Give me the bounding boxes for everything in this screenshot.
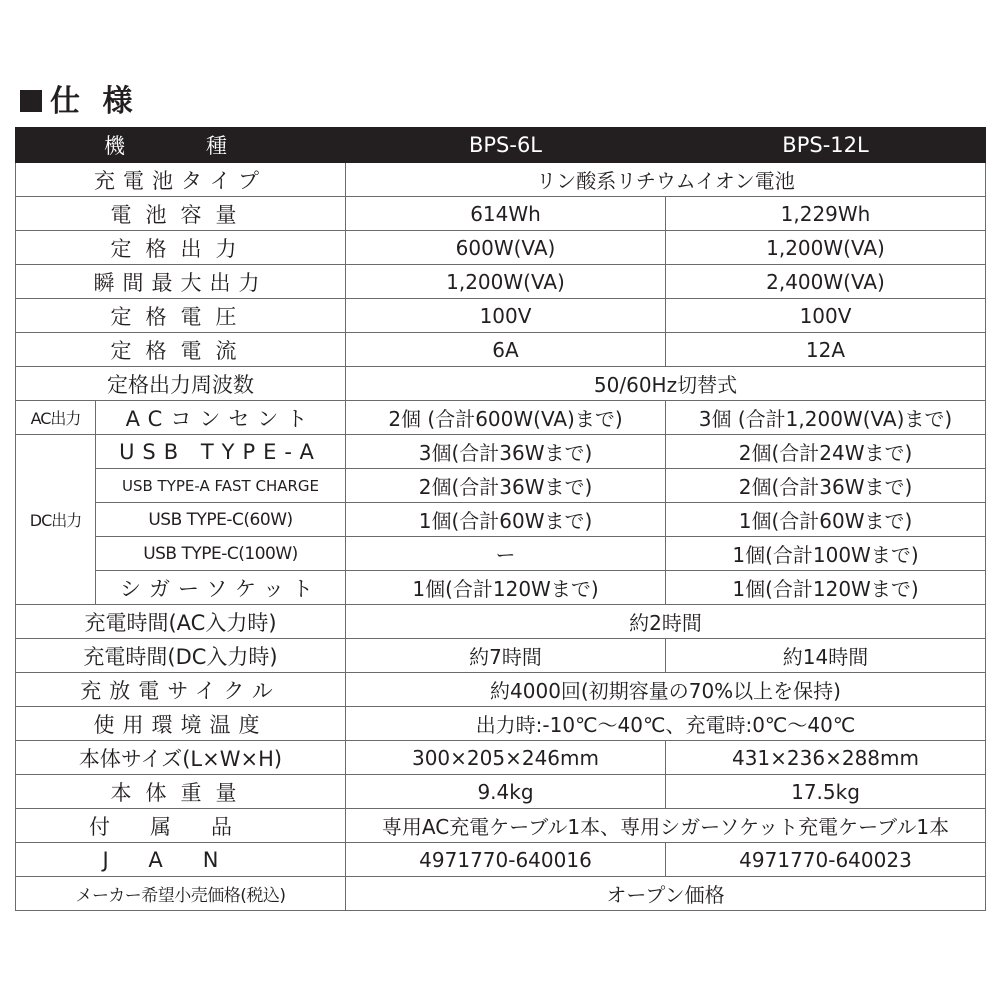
row-label: 本体重量 (16, 775, 346, 809)
header-model: 機 種 (16, 128, 346, 163)
row-label: 付属品 (16, 809, 346, 843)
row-value-bps-12l: 1,200W(VA) (666, 231, 986, 265)
table-row (16, 333, 986, 367)
spec-table (15, 127, 986, 911)
row-value-bps-6l: 600W(VA) (346, 231, 666, 265)
group-label: DC出力 (16, 435, 96, 605)
row-value-bps-12l: 3個 (合計1,200W(VA)まで) (666, 401, 986, 435)
row-label: 充電時間(DC入力時) (16, 639, 346, 673)
row-value-bps-12l: 100V (666, 299, 986, 333)
row-value-shared: 出力時:-10℃～40℃、充電時:0℃～40℃ (346, 707, 986, 741)
row-label: 定格電流 (16, 333, 346, 367)
table-row (16, 435, 986, 469)
table-row (16, 605, 986, 639)
row-value-bps-6l: ー (346, 537, 666, 571)
row-label: 電池容量 (16, 197, 346, 231)
row-value-bps-6l: 2個(合計36Wまで) (346, 469, 666, 503)
row-label: USB TYPE-A FAST CHARGE (96, 469, 346, 503)
row-value-bps-6l: 4971770-640016 (346, 843, 666, 877)
row-value-shared: 約4000回(初期容量の70%以上を保持) (346, 673, 986, 707)
row-value-bps-12l: 1個(合計120Wまで) (666, 571, 986, 605)
row-value-shared: 専用AC充電ケーブル1本、専用シガーソケット充電ケーブル1本 (346, 809, 986, 843)
table-row (16, 503, 986, 537)
row-value-bps-12l: 1,229Wh (666, 197, 986, 231)
row-label: USB TYPE-C(60W) (96, 503, 346, 537)
table-header-row (16, 128, 986, 163)
table-row (16, 299, 986, 333)
row-value-bps-12l: 2個(合計36Wまで) (666, 469, 986, 503)
table-row (16, 197, 986, 231)
table-row (16, 265, 986, 299)
table-row (16, 707, 986, 741)
table-row (16, 571, 986, 605)
row-value-bps-12l: 2個(合計24Wまで) (666, 435, 986, 469)
row-value-bps-6l: 614Wh (346, 197, 666, 231)
row-value-bps-12l: 431×236×288mm (666, 741, 986, 775)
table-row (16, 401, 986, 435)
header-bps-12l: BPS-12L (666, 128, 986, 163)
table-row (16, 877, 986, 911)
table-row (16, 367, 986, 401)
row-label: JAN (16, 843, 346, 877)
row-value-shared: 約2時間 (346, 605, 986, 639)
row-value-bps-12l: 約14時間 (666, 639, 986, 673)
table-row (16, 809, 986, 843)
row-label: 定格出力周波数 (16, 367, 346, 401)
row-value-shared: オープン価格 (346, 877, 986, 911)
header-bps-6l: BPS-6L (346, 128, 666, 163)
table-row (16, 163, 986, 197)
row-value-bps-6l: 約7時間 (346, 639, 666, 673)
table-row (16, 537, 986, 571)
row-value-bps-12l: 1個(合計100Wまで) (666, 537, 986, 571)
row-value-bps-6l: 1,200W(VA) (346, 265, 666, 299)
row-value-bps-6l: 3個(合計36Wまで) (346, 435, 666, 469)
row-value-bps-6l: 1個(合計60Wまで) (346, 503, 666, 537)
row-value-bps-12l: 12A (666, 333, 986, 367)
page-title (20, 76, 138, 120)
table-row (16, 741, 986, 775)
row-value-bps-12l: 2,400W(VA) (666, 265, 986, 299)
row-value-shared: 50/60Hz切替式 (346, 367, 986, 401)
table-row (16, 469, 986, 503)
table-row (16, 231, 986, 265)
row-value-bps-12l: 1個(合計60Wまで) (666, 503, 986, 537)
table-row (16, 775, 986, 809)
row-value-bps-12l: 4971770-640023 (666, 843, 986, 877)
row-value-bps-6l: 300×205×246mm (346, 741, 666, 775)
row-label: 充電時間(AC入力時) (16, 605, 346, 639)
row-label: ACコンセント (96, 401, 346, 435)
row-label: USB TYPE-C(100W) (96, 537, 346, 571)
table-row (16, 639, 986, 673)
row-label: 瞬間最大出力 (16, 265, 346, 299)
row-label: 使用環境温度 (16, 707, 346, 741)
row-label: 定格出力 (16, 231, 346, 265)
square-bullet-icon (20, 90, 42, 112)
table-row (16, 843, 986, 877)
row-value-bps-6l: 6A (346, 333, 666, 367)
row-value-bps-6l: 1個(合計120Wまで) (346, 571, 666, 605)
row-value-bps-6l: 9.4kg (346, 775, 666, 809)
row-label: メーカー希望小売価格(税込) (16, 877, 346, 911)
row-value-bps-12l: 17.5kg (666, 775, 986, 809)
row-label: 本体サイズ(L×W×H) (16, 741, 346, 775)
group-label: AC出力 (16, 401, 96, 435)
row-label: 定格電圧 (16, 299, 346, 333)
row-label: 充電池タイプ (16, 163, 346, 197)
table-row (16, 673, 986, 707)
row-value-bps-6l: 100V (346, 299, 666, 333)
row-value-bps-6l: 2個 (合計600W(VA)まで) (346, 401, 666, 435)
row-label: シガーソケット (96, 571, 346, 605)
title-text: 仕 様 (50, 84, 139, 119)
row-value-shared: リン酸系リチウムイオン電池 (346, 163, 986, 197)
row-label: 充放電サイクル (16, 673, 346, 707)
row-label: USB TYPE-A (96, 435, 346, 469)
